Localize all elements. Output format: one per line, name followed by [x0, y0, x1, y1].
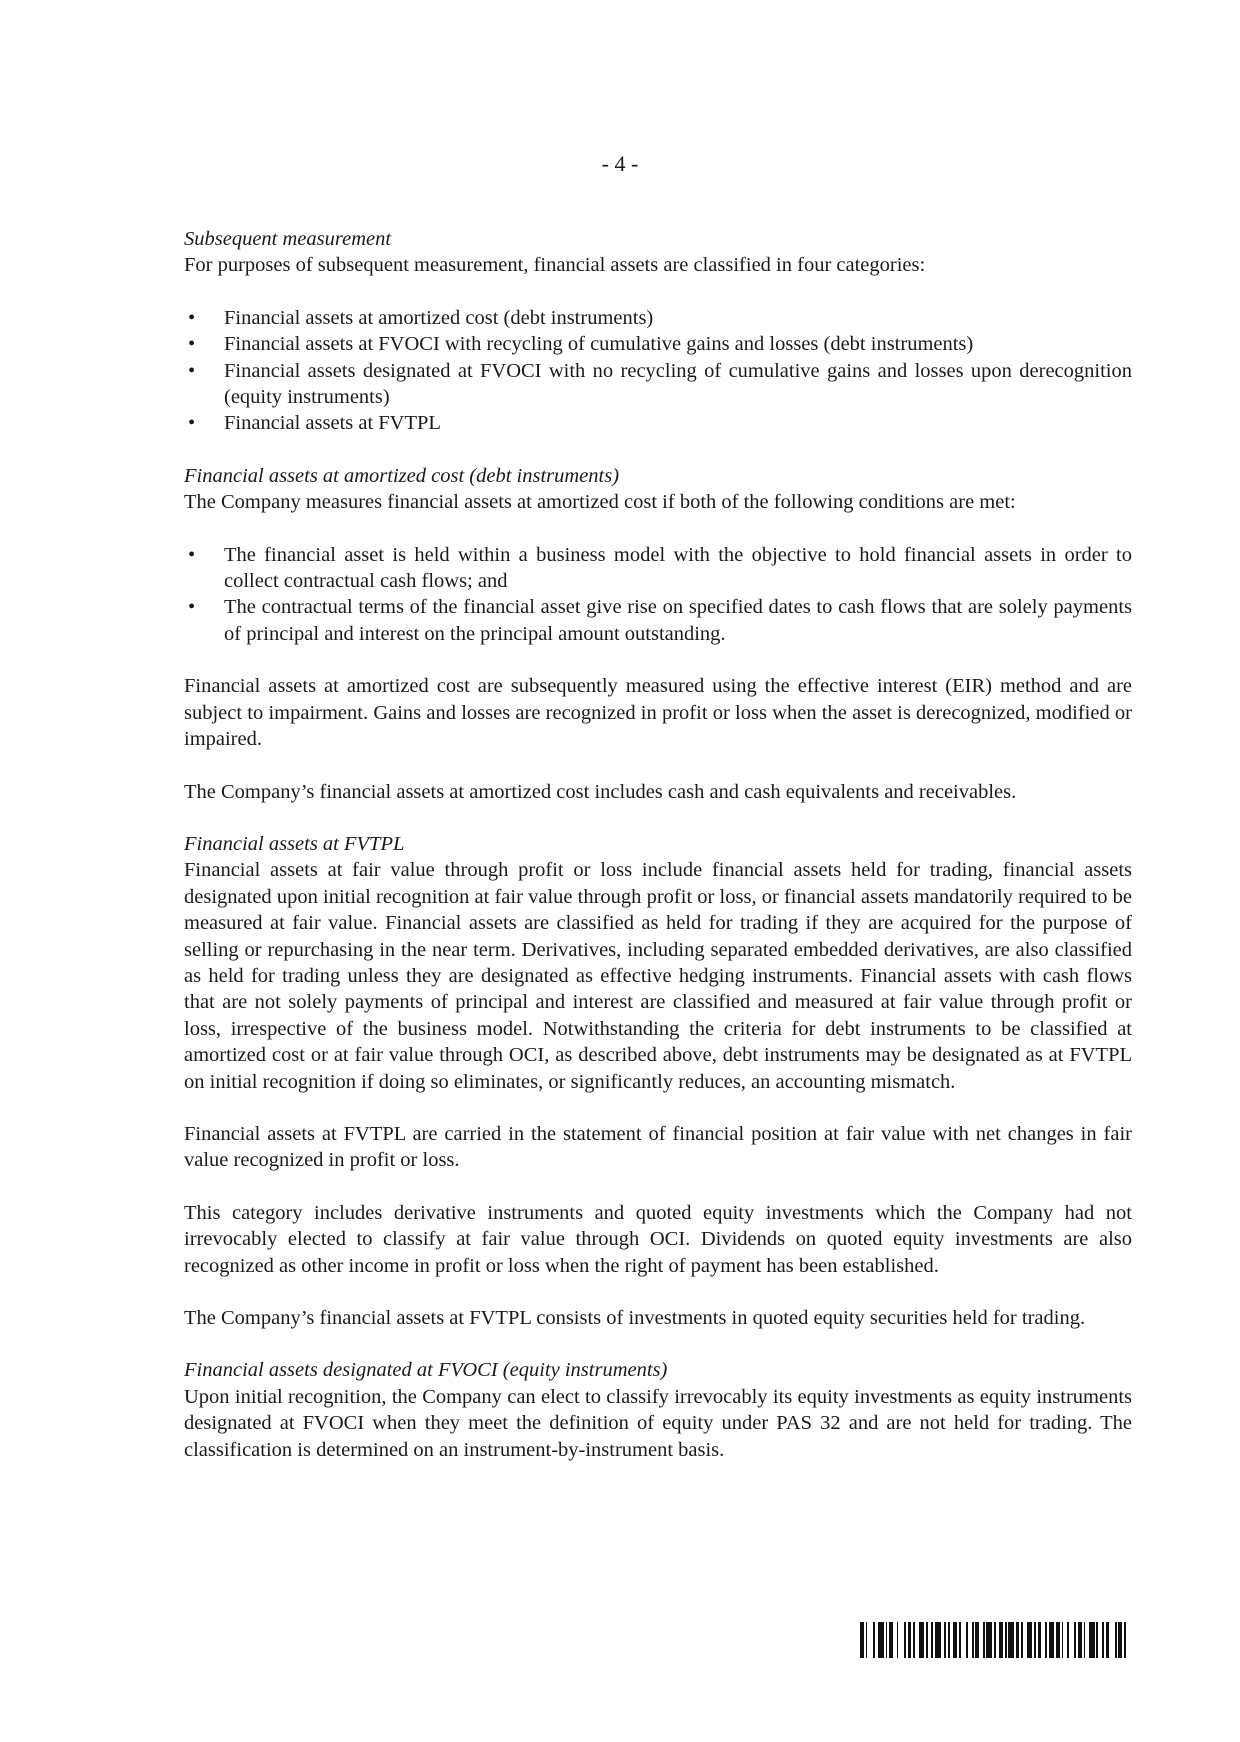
- list-item: • Financial assets at FVOCI with recycling of cumulative gains and losses (debt instruments): [184, 331, 1132, 357]
- amortized-includes-paragraph: The Company’s financial assets at amortized cost includes cash and cash equivalents and receivables.: [184, 780, 1017, 803]
- fvtpl-consists-paragraph: The Company’s financial assets at FVTPL consists of investments in quoted equity securities held for trading.: [184, 1307, 1086, 1329]
- fvtpl-carrying-paragraph: Financial assets at FVTPL are carried in the statement of financial position at fair value with net changes in fair value recognized in profit or loss.: [184, 1122, 1132, 1172]
- list-item: • Financial assets at amortized cost (debt instruments): [184, 305, 1132, 331]
- list-item: • Financial assets at FVTPL: [184, 410, 1132, 436]
- fvtpl-category-paragraph: This category includes derivative instruments and quoted equity investments which the Company had not irrevocably elected to classify at fair value through OCI. Dividends on quoted equity investments are also recognized as other income in profit or loss when the right of payment has been established.: [184, 1201, 1132, 1277]
- amortized-conditions-list: [184, 542, 1132, 648]
- amortized-measurement-paragraph: Financial assets at amortized cost are subsequently measured using the effective interest (EIR) method and are subject to impairment. Gains and losses are recognized in profit or loss when the asset is derecognized, modified or impaired.: [184, 675, 1132, 751]
- barcode-bar: [1126, 1622, 1130, 1658]
- subsequent-intro-paragraph: For purposes of subsequent measurement, financial assets are classified in four categories:: [184, 254, 926, 277]
- barcode: [860, 1622, 1130, 1658]
- section-heading-fvoci: Financial assets designated at FVOCI (equity instruments): [184, 1359, 668, 1382]
- page-number: - 4 -: [601, 151, 639, 176]
- subsequent-category-list: [184, 305, 1132, 437]
- section-heading-fvtpl: Financial assets at FVTPL: [184, 832, 405, 855]
- list-item: • The financial asset is held within a business model with the objective to hold financial assets in order to collect contractual cash flows; and: [184, 542, 1132, 595]
- amortized-intro-paragraph: The Company measures financial assets at amortized cost if both of the following conditions are met:: [184, 491, 1016, 514]
- document-body: [184, 226, 1132, 1463]
- section-heading-subsequent-measurement: Subsequent measurement: [184, 228, 392, 250]
- fvtpl-definition-paragraph: Financial assets at fair value through profit or loss include financial assets held for trading, financial assets designated upon initial recognition at fair value through profit or loss, or financial assets mandatorily required to be measured at fair value. Financial assets are classified as held for trading if they are acquired for the purpose of selling or repurchasing in the near term. Derivatives, including separated embedded derivatives, are also classified as held for trading unless they are designated as effective hedging instruments. Financial assets with cash flows that are not solely payments of principal and interest are classified and measured at fair value through profit or loss, irrespective of the business model. Notwithstanding the criteria for debt instruments to be classified at amortized cost or at fair value through OCI, as described above, debt instruments may be designated as at FVTPL on initial recognition if doing so eliminates, or significantly reduces, an accounting mismatch.: [184, 859, 1132, 1093]
- list-item: • The contractual terms of the financial asset give rise on specified dates to cash flows that are solely payments of principal and interest on the principal amount outstanding.: [184, 594, 1132, 647]
- list-item: • Financial assets designated at FVOCI with no recycling of cumulative gains and losses upon derecognition (equity instruments): [184, 358, 1132, 411]
- fvoci-recognition-paragraph: Upon initial recognition, the Company can elect to classify irrevocably its equity investments as equity instruments designated at FVOCI when they meet the definition of equity under PAS 32 and are not held for trading. The classification is determined on an instrument-by-instrument basis.: [184, 1385, 1132, 1461]
- section-heading-amortized-cost: Financial assets at amortized cost (debt instruments): [184, 464, 620, 487]
